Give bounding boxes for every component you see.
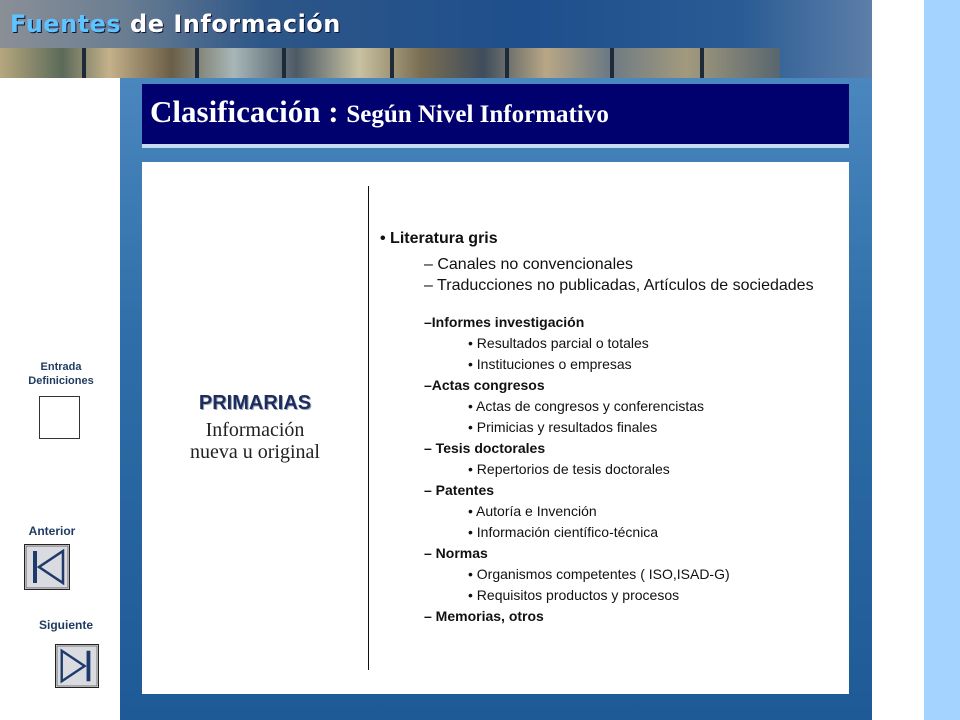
header-banner xyxy=(0,0,872,78)
slide-title-main: Clasificación : xyxy=(150,94,339,129)
anterior-button[interactable] xyxy=(24,544,70,590)
nav-sidebar xyxy=(0,78,120,720)
skip-forward-icon xyxy=(56,645,98,687)
skip-back-icon xyxy=(25,545,69,589)
siguiente-label: Siguiente xyxy=(38,618,93,632)
outline-item-canales: – Canales no convencionales xyxy=(424,256,634,273)
strip-divider xyxy=(390,48,394,78)
outline-item-normas: – Normas xyxy=(424,545,488,561)
outline-subitem-primicias: • Primicias y resultados finales xyxy=(468,419,658,435)
banner-title-fuentes: Fuentes xyxy=(10,10,122,38)
slide-subtitle: Según Nivel Informativo xyxy=(346,101,609,128)
outline-subitem-informacion: • Información científico-técnica xyxy=(468,524,659,540)
outline-item-informes: –Informes investigación xyxy=(424,314,585,330)
outline-subitem-organismos: • Organismos competentes ( ISO,ISAD-G) xyxy=(468,566,730,582)
entrada-definiciones-label: Entrada Definiciones xyxy=(28,361,94,387)
outline-item-memorias: – Memorias, otros xyxy=(424,608,544,624)
primarias-desc-line2: nueva u original xyxy=(190,441,320,463)
outline-item-actas: –Actas congresos xyxy=(424,377,545,393)
strip-divider xyxy=(700,48,704,78)
primarias-block xyxy=(142,392,368,463)
outline-item-traducciones: – Traducciones no publicadas, Artículos de sociedades xyxy=(424,277,814,294)
slide-content xyxy=(142,162,849,694)
right-margin xyxy=(872,0,924,720)
outline-subitem-autoria: • Autoría e Invención xyxy=(468,503,597,519)
strip-divider xyxy=(82,48,86,78)
column-divider xyxy=(368,186,369,670)
strip-divider xyxy=(282,48,286,78)
anterior-label: Anterior xyxy=(28,524,76,538)
entrada-definiciones-button[interactable] xyxy=(39,396,80,439)
right-sidebar xyxy=(924,0,960,720)
primarias-description xyxy=(142,419,368,463)
primarias-desc-line1: Información xyxy=(205,419,305,441)
outline-item-literatura-gris: • Literatura gris xyxy=(380,230,498,247)
outline-list xyxy=(380,230,840,629)
outline-item-tesis: – Tesis doctorales xyxy=(424,440,546,456)
banner-title-info: de Información xyxy=(130,10,341,38)
outline-subitem-repertorios: • Repertorios de tesis doctorales xyxy=(468,461,670,477)
primarias-heading: PRIMARIAS xyxy=(198,392,312,414)
strip-divider xyxy=(195,48,199,78)
banner-title xyxy=(10,10,341,38)
strip-divider xyxy=(610,48,614,78)
slide-title xyxy=(150,94,609,130)
outline-subitem-resultados: • Resultados parcial o totales xyxy=(468,335,649,351)
outline-item-patentes: – Patentes xyxy=(424,482,495,498)
outline-subitem-actas-congresos: • Actas de congresos y conferencistas xyxy=(468,398,705,414)
slide-title-box xyxy=(142,84,849,148)
strip-divider xyxy=(505,48,509,78)
outline-subitem-instituciones: • Instituciones o empresas xyxy=(468,356,632,372)
outline-subitem-requisitos: • Requisitos productos y procesos xyxy=(468,587,680,603)
siguiente-button[interactable] xyxy=(55,644,99,688)
